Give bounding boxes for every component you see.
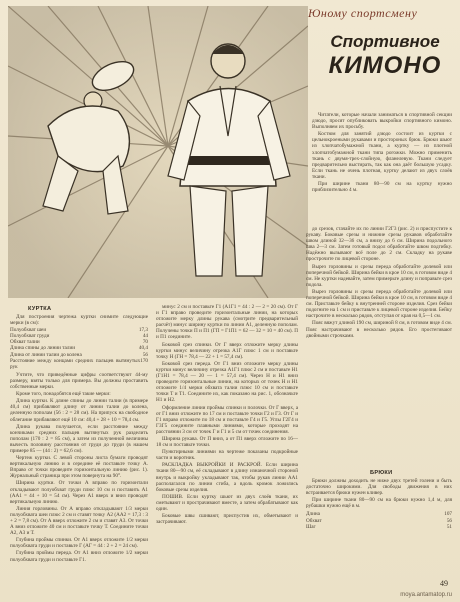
- measure-row: Длина спины до линии талии 40,4: [10, 345, 148, 352]
- paragraph: ПОШИВ. Если куртку шьют из двух слоёв ткани, их сметывают и прострачивают вместе, а затем обрабатывают как один.: [156, 493, 298, 512]
- heading-bryuki: БРЮКИ: [370, 470, 393, 476]
- bryuki-measures: [306, 511, 452, 529]
- judo-illustration: [8, 6, 308, 298]
- paragraph: до срезов, стачайте их по линии Г2Г3 (рис. 2) и приспустите к рукаву. Боковые срезы и нижние срезы рукавов обработайте швом длиной 32—36 см, а внизу до 6 см. Ширина подольного шва 2—3 см. Затем готовый подол обработайте швом подгибку. Надёжно вызывают всё поле до 2 см. Складку на рукаве прострочите по лицевой стороне.: [306, 226, 452, 263]
- paragraph: Вырез горловины и срезы переда обработайте долевой или поперечной бейкой. Ширина бейки в крое 10 см, в готовом виде 4 см. Не куртки надевайте, затем примерьте длину и поправьте срез подола.: [306, 263, 452, 288]
- measures-list: [10, 327, 148, 370]
- paragraph: Брюки должны доходить не ниже двух третей голени и быть достаточно широкими. Для свободы движения в них встраивается брюки нужен кливер.: [306, 478, 452, 497]
- paragraph: РАСКЛАДКА ВЫКРОЙКИ И РАСКРОЙ. Если ширина ткани 80—90 см, её складывают в длину изнаночной стороной внутрь и выкройку укладывают так, чтобы рукав линии АА1 располагался по линии сгиба, а вдоль кромок ложились боковые срезы изделия.: [156, 462, 298, 493]
- intro-column: [312, 112, 452, 194]
- paragraph: Ширина куртки. От точки А вправо по горизонтали откладывают полуобхват груди плюс 10 см и поставить А1 (АА1 = 44 + 10 = 54 см). Через А1 вверх и вниз проводят вертикальную линию.: [10, 480, 148, 505]
- paragraph: Боковой срез спинки. От Г вверх отложите мерку длины куртки минус величину отрезка А1Г плюс 1 см и поставьте точку Н (ГН = 78,4 — 22 + 1 = 57,4 см).: [156, 341, 298, 360]
- paragraph: Боковые швы сшивают, приспустив их, обметывают и застрачивают.: [156, 513, 298, 526]
- intro-paragraph: Костюм для занятий дзюдо состоит из куртки с цельнокроеными рукавами и простороных брюк. Брюки шьют из хлопчатобумажной ткани, а куртку — из плотной хлопчатобумажной ткани типа рогожки. Можно применить ткань с двумя-трех-слойную, фланелевую. Ткани следует предварительно выстирать, так как она даёт большую усадку. Если ткань не очень плотная, куртку делают из двух слоёв ткани.: [312, 131, 452, 180]
- measure-row: Обхват талии 70: [10, 339, 148, 346]
- article-title: [320, 30, 450, 78]
- measure-row: Полуобхват шеи 17,3: [10, 327, 148, 334]
- paragraph: Кроме того, понадобятся ещё такие мерки:: [16, 391, 111, 398]
- measure-row: Расстояние между концами средних пальцев вытянутых рук 170: [10, 357, 148, 370]
- intro-paragraph: При ширине ткани 80—90 см на куртку нужно приблизительно 4 м.: [312, 181, 452, 194]
- paragraph: Боковой срез переда. От Г1 вниз отложите мерку длины куртки минус величину отрезка А1Г1 плюс 2 см и поставьте Н1 (Г1Н1 = 78,4 — 20 — 1 = 57,4 см). Через Н и Н1 вниз проведите горизонтальные линии, на которых от точек Н и Н1 отложите 1/4 мерки обхвата талии плюс 10 см и поставьте точки Т и Т1. Соедините их, как показано на рис. 1, обозначьте Н1 и Н2.: [156, 360, 298, 404]
- paragraph: Учтите, что приведённые цифры соответствуют 44-му размеру, взяты только для примера. Вы должны проставить собственные мерки.: [10, 371, 148, 391]
- column-2: [156, 304, 298, 526]
- paragraph: Ширина рукава. От П вниз, а от П1 вверх отложите по 16—18 см и поставьте точки.: [156, 435, 298, 449]
- title-line-2: КИМОНО: [328, 52, 442, 79]
- measure-row: Длина 107: [306, 511, 452, 518]
- intro-paragraph: Читатели, которые начали заниматься в спортивной секции дзюдо, просят опубликовать выкройки спортивного кимоно. Выполняем их просьбу.: [312, 112, 452, 131]
- measure-row: Шаг 51: [306, 523, 452, 530]
- paragraph: Чертеж куртки. С левой стороны листа бумаги проводят вертикальную линию и в середине её поставьте точку А. Вправо от точки проведите горизонтальную линию (рис. 1). Журнальный страница при этом повернута на 90°.: [10, 455, 148, 480]
- page-number: 49: [440, 579, 448, 588]
- paragraph: Пояс вяжут длиной 190 см, шириной 8 см, в готовом виде 4 см. Пояс настрачивают в несколько рядов. Его простегивают двойными строчками.: [306, 320, 452, 339]
- section-kicker: Юному спортсмену: [308, 6, 418, 20]
- column-1: [10, 314, 148, 564]
- heading-kurtka: КУРТКА: [28, 306, 52, 312]
- paragraph: Пунктирными линиями на чертеже показаны подкройные части и воротник.: [156, 449, 298, 462]
- paragraph: Линия горловины. От А вправо откладывают 1/3 мерки полуобхвата шеи плюс 2 см и ставят точку А2 (АА2 = 17,3 : 3 + 2 = 7,8 см). От А вверх отложите 2 см и ставят А3. От точки А вниз отложите 40 см и поставьте точку Т. Соедините точки А2, А3 и Т.: [10, 505, 148, 537]
- measure-row: Обхват 56: [306, 517, 452, 524]
- measure-row: Полуобхват груди 44: [10, 333, 148, 340]
- paragraph: минус 2 см и поставьте Г1 (А1Г1 = 44 : 2 — 2 = 20 см). От Г и Г1 вправо проведите горизонтальные линии, на которых отложите мерку длины рукава (смотрите предварительный расчёт) минус ширину куртки по линии А1, деленную пополам. Получены точки П и П1 (ГП = Г1П1 = 62 — 32 = 10 = 40 см). П и П1 соедините.: [156, 304, 298, 341]
- paragraph: Вырез горловины и срезы переда обработайте долевой или поперечной бейкой. Ширина бейки в крое 10 см, в готовом виде 4 см. Приставьте бейку к внутренней стороне изделия. Срез бейки подогните на 1 см и приставьте к лицевой стороне изделия. Бейку настрочите в несколько рядов, отступая от края на 0,5—1 см.: [306, 288, 452, 320]
- measure-row: Длина от линии талии до колена 56: [10, 351, 148, 358]
- paragraph: Длина рукава получается, если расстояние между кончиками средних пальцев вытянутых рук разделить пополам (170 : 2 = 85 см), а затем из полученной величины вычесть половину расстояния от груди до груди (в нашем примере 85 — (44 : 2) = 62,6 см).: [10, 423, 148, 454]
- paragraph: Оформление линии проймы спинки и полочки. От Г вверх, а от Г1 вниз отложите по 17 см и поставьте точки Г2 и Г3. От Г и Г1 вправо отложите по 18 см и поставьте Г4 и Г5. Углы Г2Г4 и Г3Г5 соедините плавными линиями, которые проходят на расстоянии 3 см от точек Г и Г1 и 5 см от точек соединения.: [156, 404, 298, 435]
- paragraph: Глубина проймы спинки. От А1 вверх отложите 1/2 мерки полуобхвата груди и поставьте Г (АГ = 44 : 2 + 2 = 24 см).: [10, 537, 148, 550]
- paragraph: Длина куртки. К длине спины до линии талии (в примере 40,4 см) прибавляют длину от линии талии до колена, деленную пополам (56 : 2 = 28 см). На припуск на свободное облегание прибавляют ещё 10 см: 40,4 + 28 + 10 = 78,4 см.: [10, 398, 148, 423]
- paragraph: Глубина проймы переда. От А1 вниз отложите 1/2 мерки полуобхвата груди и поставьте Г1.: [10, 550, 148, 563]
- watermark: moya.antamatop.ru: [400, 592, 452, 598]
- paragraph: При ширине ткани 80—90 см на брюки нужно 1,4 м, для рубашки нужно ещё в м.: [306, 497, 452, 510]
- column-3-bryuki: [306, 478, 452, 530]
- kimono-belt: [186, 156, 272, 165]
- column-3: [306, 226, 452, 340]
- title-line-1: Спортивное: [330, 32, 440, 51]
- measures-intro: Для построения чертежа куртки снимите следующие мерки (в см):: [10, 314, 148, 327]
